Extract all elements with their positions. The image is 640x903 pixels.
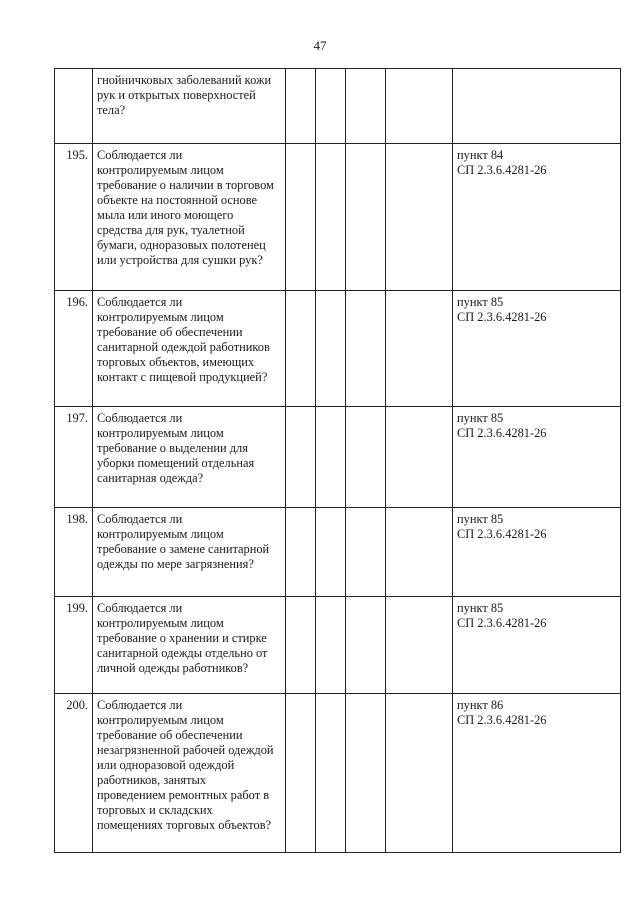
table-row [55, 69, 621, 144]
answer-na-cell [346, 694, 386, 853]
requirement-reference: пункт 85 СП 2.3.6.4281-26 [453, 597, 621, 694]
answer-na-cell [346, 407, 386, 508]
answer-yes-cell [286, 694, 316, 853]
table-row [55, 291, 621, 407]
page-number: 47 [313, 38, 327, 53]
row-number: 196. [55, 291, 93, 407]
answer-no-cell [316, 69, 346, 144]
table-row [55, 694, 621, 853]
row-number [55, 69, 93, 144]
answer-no-cell [316, 407, 346, 508]
question-text: гнойничковых заболеваний кожи рук и открытых поверхностей тела? [93, 69, 286, 144]
answer-na-cell [346, 508, 386, 597]
answer-yes-cell [286, 291, 316, 407]
requirement-reference: пункт 84 СП 2.3.6.4281-26 [453, 144, 621, 291]
requirement-reference: пункт 86 СП 2.3.6.4281-26 [453, 694, 621, 853]
requirement-reference [453, 69, 621, 144]
question-text: Соблюдается ли контролируемым лицом требование об обеспечении незагрязненной рабочей одеждой или одноразовой одеждой работников, занятых проведением ремонтных работ в торговых и складских помещениях торговых объектов? [93, 694, 286, 853]
answer-na-cell [346, 144, 386, 291]
question-text: Соблюдается ли контролируемым лицом требование о замене санитарной одежды по мере загрязнения? [93, 508, 286, 597]
notes-cell [386, 597, 453, 694]
notes-cell [386, 69, 453, 144]
table-row [55, 407, 621, 508]
row-number: 195. [55, 144, 93, 291]
answer-na-cell [346, 597, 386, 694]
answer-yes-cell [286, 144, 316, 291]
requirement-reference: пункт 85 СП 2.3.6.4281-26 [453, 407, 621, 508]
notes-cell [386, 508, 453, 597]
answer-yes-cell [286, 407, 316, 508]
table-row [55, 508, 621, 597]
notes-cell [386, 291, 453, 407]
question-text: Соблюдается ли контролируемым лицом требование о наличии в торговом объекте на постоянной основе мыла или иного моющего средства для рук, туалетной бумаги, одноразовых полотенец или устройства для сушки рук? [93, 144, 286, 291]
answer-na-cell [346, 291, 386, 407]
answer-yes-cell [286, 508, 316, 597]
answer-no-cell [316, 508, 346, 597]
requirement-reference: пункт 85 СП 2.3.6.4281-26 [453, 508, 621, 597]
answer-no-cell [316, 597, 346, 694]
question-text: Соблюдается ли контролируемым лицом требование о выделении для уборки помещений отдельная санитарная одежда? [93, 407, 286, 508]
notes-cell [386, 144, 453, 291]
row-number: 200. [55, 694, 93, 853]
answer-na-cell [346, 69, 386, 144]
notes-cell [386, 407, 453, 508]
requirement-reference: пункт 85 СП 2.3.6.4281-26 [453, 291, 621, 407]
checklist-table [54, 68, 621, 853]
question-text: Соблюдается ли контролируемым лицом требование об обеспечении санитарной одеждой работников торговых объектов, имеющих контакт с пищевой продукцией? [93, 291, 286, 407]
notes-cell [386, 694, 453, 853]
row-number: 198. [55, 508, 93, 597]
answer-no-cell [316, 291, 346, 407]
question-text: Соблюдается ли контролируемым лицом требование о хранении и стирке санитарной одежды отдельно от личной одежды работников? [93, 597, 286, 694]
row-number: 197. [55, 407, 93, 508]
answer-yes-cell [286, 597, 316, 694]
answer-yes-cell [286, 69, 316, 144]
table-row [55, 597, 621, 694]
answer-no-cell [316, 144, 346, 291]
answer-no-cell [316, 694, 346, 853]
table-row [55, 144, 621, 291]
row-number: 199. [55, 597, 93, 694]
